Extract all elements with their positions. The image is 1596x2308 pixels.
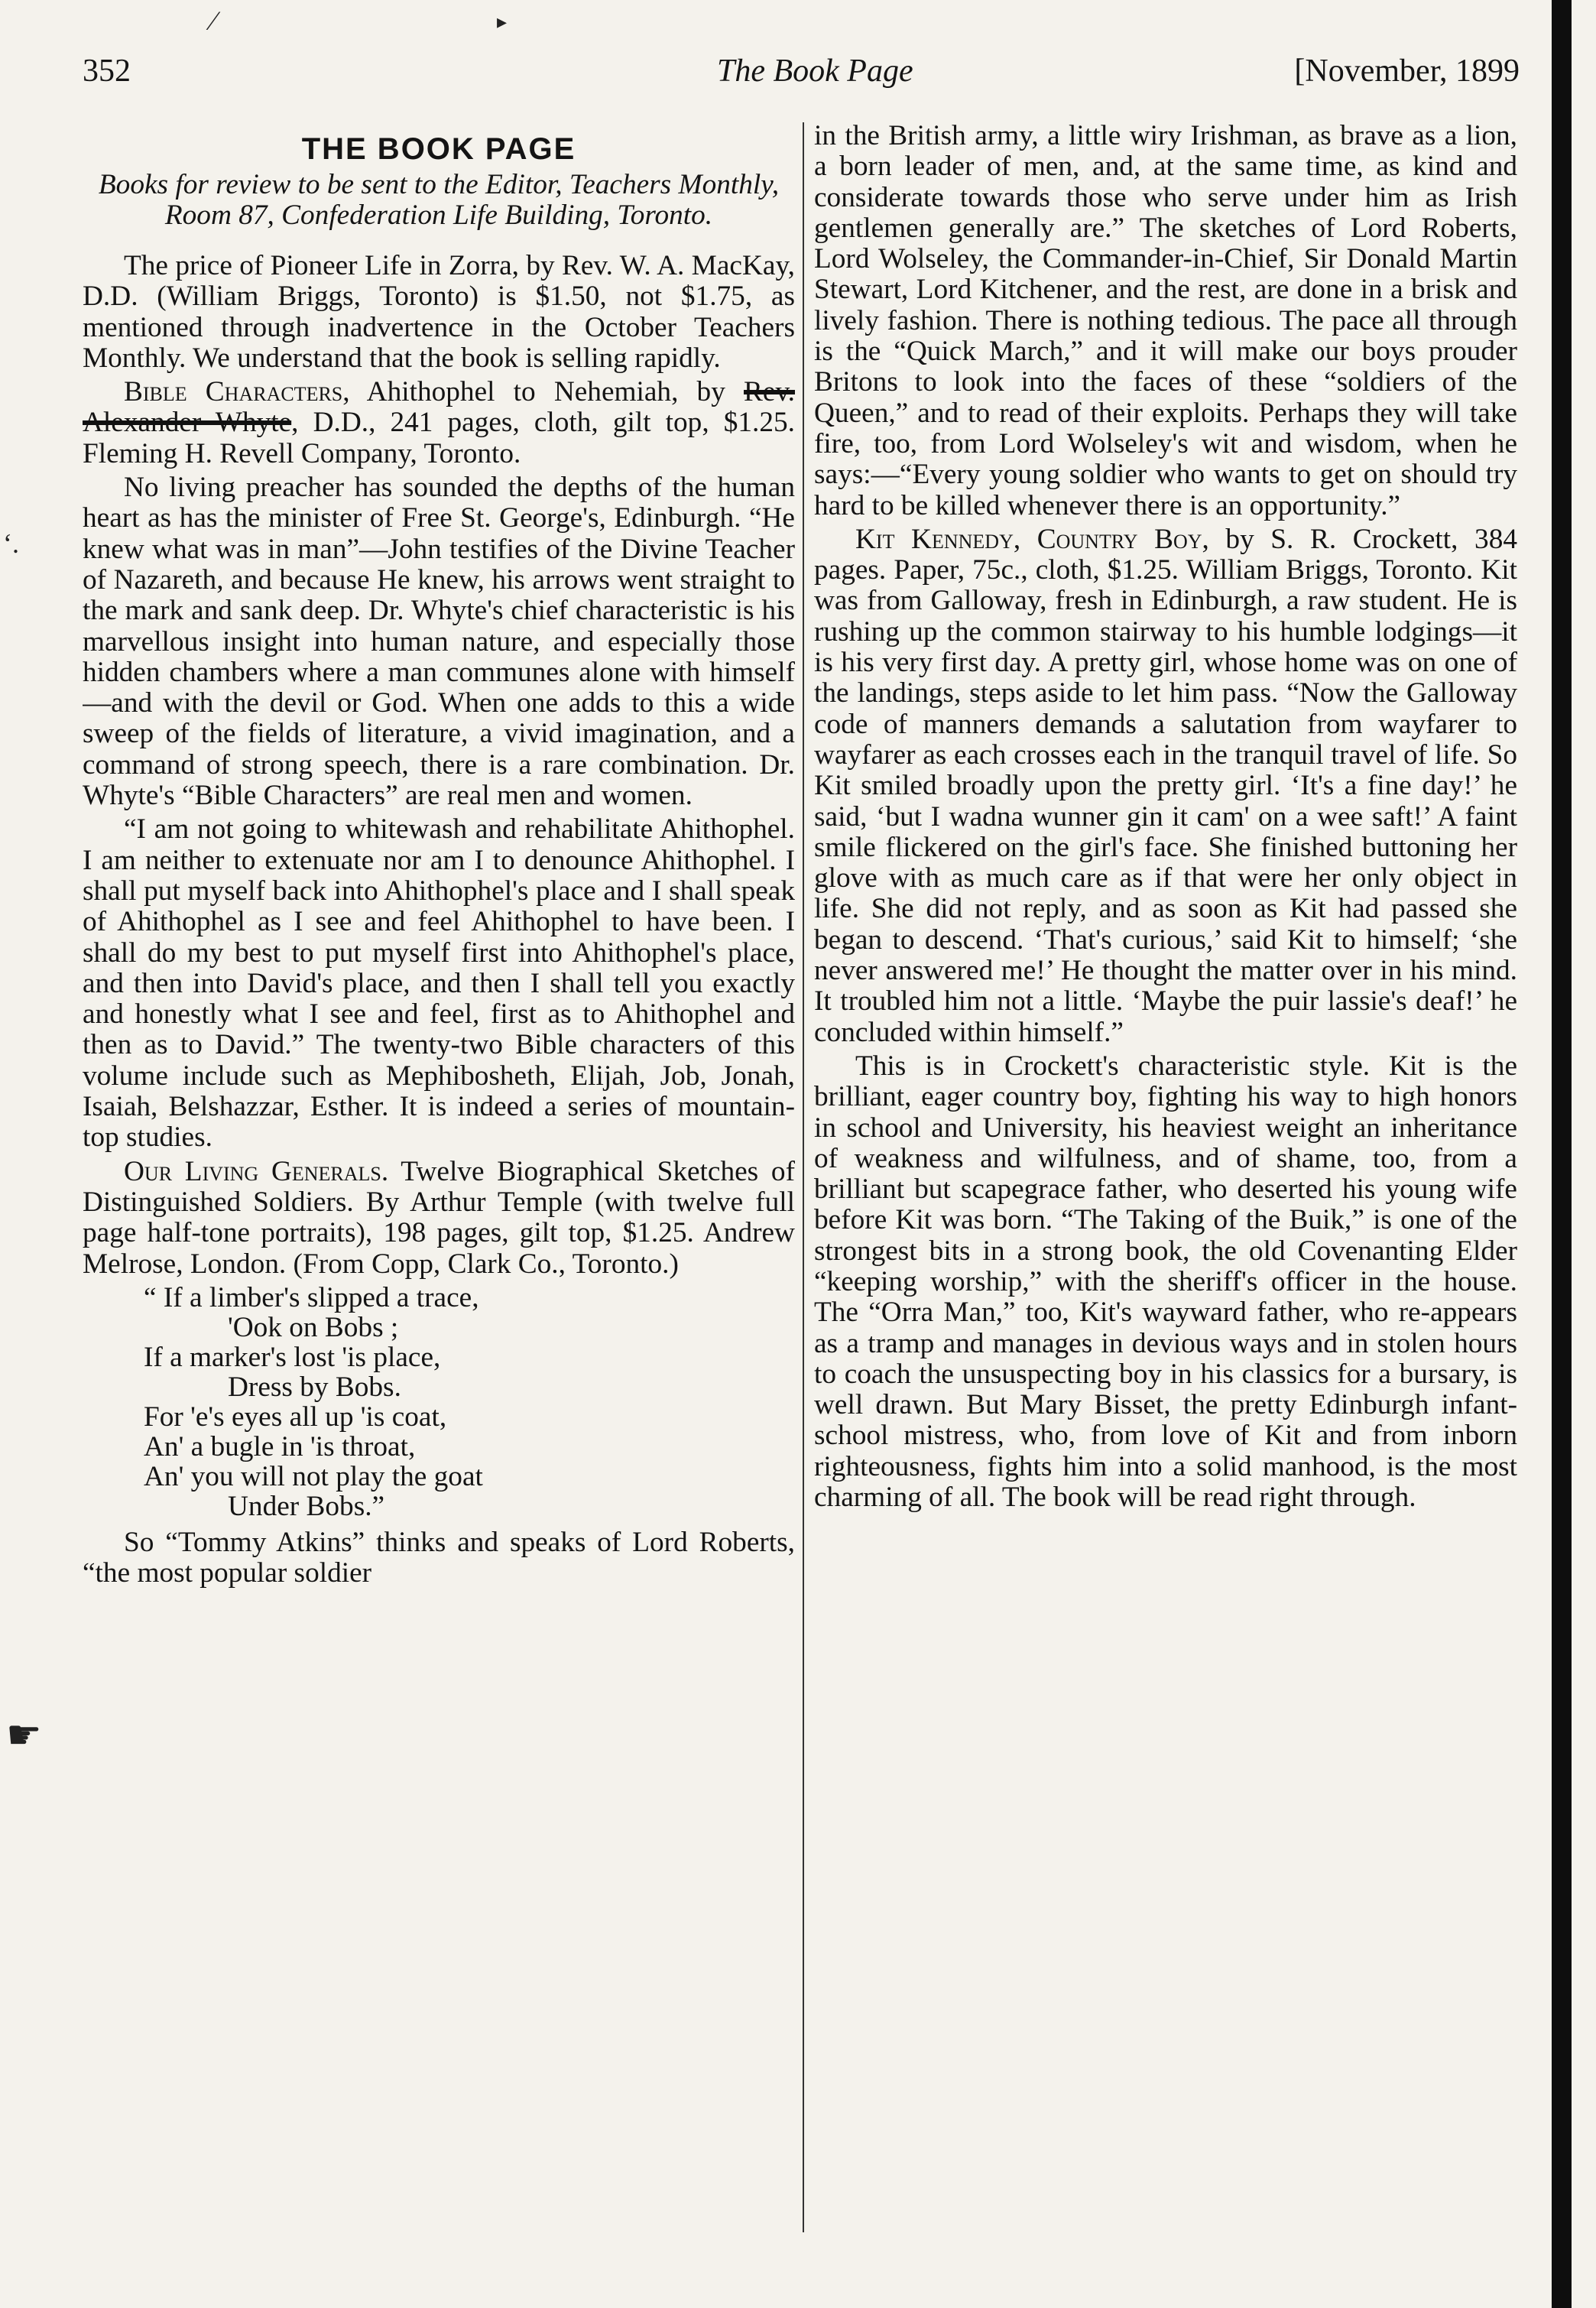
margin-pointer-mark: ☛ xyxy=(6,1714,42,1758)
paragraph-kit-kennedy xyxy=(814,524,1517,1048)
verse-line: An' you will not play the goat xyxy=(144,1460,483,1492)
text-span: by S. R. Crockett, 384 pages. Paper, 75c., cloth, $1.25. William Briggs, Toronto. Kit was from Galloway, fresh in Edinburgh, a raw student. He is rushing up the common stairway to his humble lodgings—it is his very first day. A pretty girl, whose home was on one of the landings, steps aside to let him pass. “Now the Galloway code of manners demands a salutation from wayfarer to wayfarer as each crosses each in the tranquil travel of life. So Kit smiled broadly upon the pretty girl. ‘It's a fine day!’ he said, ‘but I wadna wunner gin it cam' on a wee saft!’ A faint smile flickered on the girl's face. She finished buttoning her glove with as much care as if that were her only object in life. She did not reply, and as soon as Kit had passed she began to descend. ‘That's curious,’ said Kit to himself; ‘she never answered me!’ He thought the matter over in his mind. It troubled him not a little. ‘Maybe the puir lassie's deaf!’ he concluded within himself.” xyxy=(814,523,1517,1048)
stray-pen-mark: ⁄ xyxy=(211,5,216,36)
verse-line: 'Ook on Bobs ; xyxy=(228,1311,399,1343)
column-divider xyxy=(803,122,804,2232)
verse-line: Under Bobs.” xyxy=(228,1490,385,1522)
paragraph-bible-characters xyxy=(83,377,795,469)
verse-line: Dress by Bobs. xyxy=(228,1371,401,1403)
stray-pen-mark: ▸ xyxy=(497,11,508,33)
text-span: Ahithophel to Nehemiah, by xyxy=(349,376,744,408)
running-head xyxy=(83,44,1520,98)
verse-block xyxy=(83,1283,795,1521)
text-span: , D.D., 241 pages, cloth, gilt top, $1.25. Fleming H. Revell Company, Toronto. xyxy=(83,407,795,469)
paragraph-pioneer-life: The price of Pioneer Life in Zorra, by Rev. W. A. MacKay, D.D. (William Briggs, Toronto) is $1.50, not $1.75, as mentioned through inadvertence in the October Teachers Monthly. We understand that the book is selling rapidly. xyxy=(83,250,795,374)
margin-mark: ʻ. xyxy=(3,528,19,559)
left-column xyxy=(83,121,795,2239)
verse-line: An' a bugle in 'is throat, xyxy=(144,1430,416,1462)
running-title: The Book Page xyxy=(717,54,913,89)
text-span: Twelve Biographical Sketches of Distinguished Soldiers. By Arthur Temple (with twelve full page half-tone portraits), 198 pages, gilt top, $1.25. Andrew Melrose, London. (From Copp, Clark Co., Toronto.) xyxy=(83,1155,795,1280)
verse-line: “ If a limber's slipped a trace, xyxy=(144,1281,479,1313)
book-title-bible-characters: Bible Characters, xyxy=(124,376,350,408)
paragraph-review-whyte: No living preacher has sounded the depths of the human heart as has the minister of Free St. George's, Edinburgh. “He knew what was in man”—John testifies of the Divine Teacher of Nazareth, and because He knew, his arrows went straight to the mark and sank deep. Dr. Whyte's chief characteristic is his marvellous insight into human nature, and especially those hidden chambers where a man communes alone with himself—and with the devil or God. When one adds to this a wide sweep of the fields of literature, a vivid imagination, and a command of strong speech, there is a rare combination. Dr. Whyte's “Bible Characters” are real men and women. xyxy=(83,472,795,812)
issue-date: [November, 1899 xyxy=(1294,54,1520,89)
book-title-kit-kennedy: Kit Kennedy, Country Boy, xyxy=(855,523,1209,555)
paragraph-living-generals xyxy=(83,1157,795,1280)
verse-line: If a marker's lost 'is place, xyxy=(144,1341,441,1373)
right-column xyxy=(814,121,1517,2239)
section-title: THE BOOK PAGE xyxy=(301,132,576,166)
page-number: 352 xyxy=(83,54,131,89)
paragraph-quote-ahithophel: “I am not going to whitewash and rehabilitate Ahithophel. I am neither to extenuate nor am I to denounce Ahithophel. I shall put myself back into Ahithophel's place and I shall speak of Ahithophel as I see and feel Ahithophel to have been. I shall do my best to put myself first into Ahithophel's place, and then into David's place, and then I shall tell you exactly and honestly what I see and feel, first as to Ahithophel and then as to David.” The twenty-two Bible characters of this volume include such as Mephibosheth, Elijah, Job, Jonah, Isaiah, Belshazzar, Esther. It is indeed a series of mountain-top studies. xyxy=(83,813,795,1154)
paragraph-tommy-atkins: So “Tommy Atkins” thinks and speaks of Lord Roberts, “the most popular soldier xyxy=(83,1526,795,1589)
struck-author-name: Rev. Alexander Whyte xyxy=(83,376,795,439)
page-edge-shadow xyxy=(1552,0,1572,2308)
book-title-living-generals: Our Living Generals. xyxy=(124,1155,389,1187)
verse-line: For 'e's eyes all up 'is coat, xyxy=(144,1401,447,1433)
paragraph-generals-continued: in the British army, a little wiry Irishman, as brave as a lion, a born leader of men, and, at the same time, as kind and considerate towards those who serve under him as Irish gentlemen generally are.” The sketches of Lord Roberts, Lord Wolseley, the Commander-in-Chief, Sir Donald Martin Stewart, Lord Kitchener, and the rest, are done in a brisk and lively fashion. There is nothing tedious. The pace all through is the “Quick March,” and it will make our boys prouder Britons to look into the faces of these “soldiers of the Queen,” and to read of their exploits. Perhaps they will take fire, too, from Lord Wolseley's wit and wisdom, when he says:—“Every young soldier who wants to get on should try hard to be killed whenever there is an opportunity.” xyxy=(814,121,1517,521)
paragraph-crockett-style: This is in Crockett's characteristic style. Kit is the brilliant, eager country boy, fighting his way to high honors in school and University, his heaviest weight an inheritance of weakness and wilfulness, and of shame, too, from a brilliant but scapegrace father, who deserted his young wife before Kit was born. “The Taking of the Buik,” is one of the strongest bits in a strong book, the old Covenanting Elder “keeping worship,” with the sheriff's officer in the house. The “Orra Man,” too, Kit's wayward father, who re-appears as a tramp and manages in devious ways and in stolen hours to coach the unsuspecting boy in his classics for a bursary, is well drawn. But Mary Bisset, the pretty Edinburgh infant-school mistress, who, from love of Kit and from inborn righteousness, fights him into a solid manhood, is the most charming of all. The book will be read right through. xyxy=(814,1050,1517,1514)
editor-note: Books for review to be sent to the Editor, Teachers Monthly, Room 87, Confederation Life Building, Toronto. xyxy=(98,169,780,231)
